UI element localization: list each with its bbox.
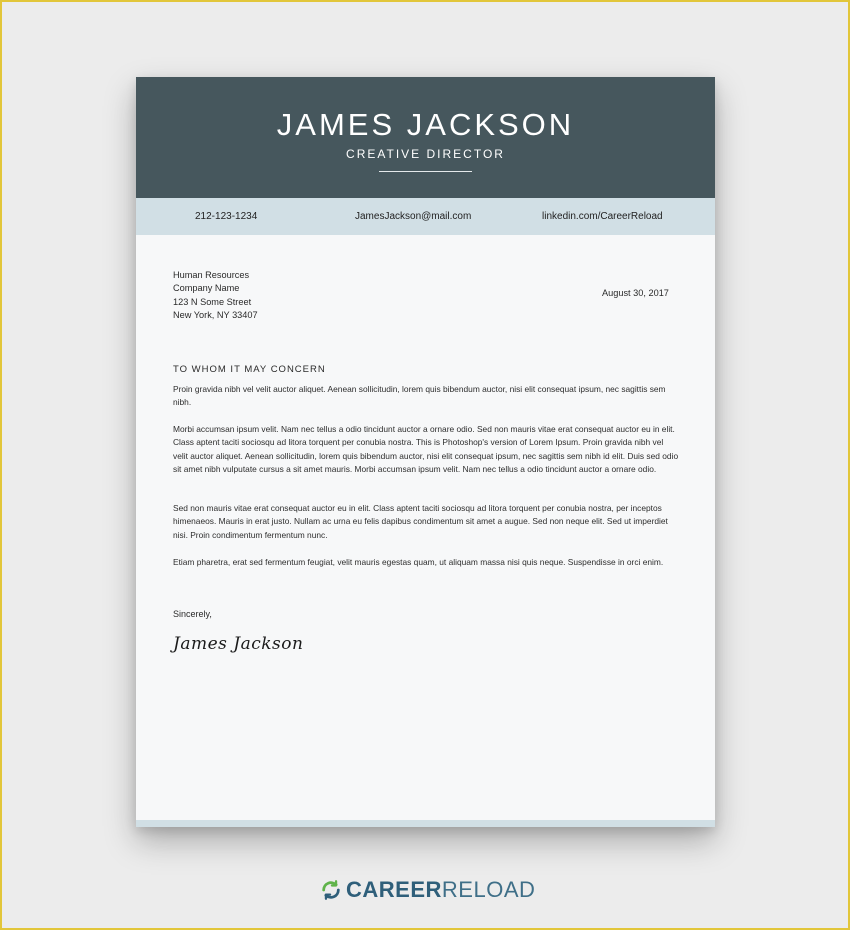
letter-date: August 30, 2017 [602,288,669,298]
brand-logo [320,877,535,903]
address-line: 123 N Some Street [173,296,252,307]
recipient-address [173,269,258,323]
closing: Sincerely, [173,609,212,619]
address-line: Company Name [173,283,240,294]
footer-band [136,820,715,827]
contact-email: JamesJackson@mail.com [355,211,472,222]
brand-name-part2: RELOAD [441,877,536,902]
body-paragraph: Proin gravida nibh vel velit auctor aliquet. Aenean sollicitudin, lorem quis bibendum auctor, nisi elit consequat ipsum, nec sagittis sem nibh. [173,384,666,408]
body-paragraph: Sed non mauris vitae erat consequat auctor eu in elit. Class aptent taciti sociosqu ad litora torquent per conubia nostra, per inceptos himenaeos. Mauris in erat justo. Nullam ac urna eu felis dapibus condimentum sit amet a augue. Sed non neque elit. Sed ut imperdiet nisi. Proin condimentum fermentum nunc. [173,503,668,540]
letter-header [136,77,715,198]
contact-phone: 212-123-1234 [195,211,258,222]
refresh-arrows-icon [320,879,342,901]
body-paragraph: Morbi accumsan ipsum velit. Nam nec tellus a odio tincidunt auctor a ornare odio. Sed non mauris vitae erat consequat auctor eu in elit. Class aptent taciti sociosqu ad litora torquent per conubia nostra. This is Photoshop's version of Lorem Ipsum. Proin gravida nibh vel velit auctor aliquet. Aenean sollicitudin, lorem quis bibendum auctor, nisi elit consequat ipsum, nec sagittis sem nibh id elit. Duis sed odio sit amet nibh vulputate cursus a sit amet mauris. Morbi accumsan ipsum velit. Nam nec tellus a odio tincidunt auctor a ornare odio. [173,424,679,474]
header-divider [379,171,472,172]
brand-name-part1: CAREER [346,877,442,902]
address-line: New York, NY 33407 [173,310,258,321]
address-line: Human Resources [173,270,250,280]
applicant-title: CREATIVE DIRECTOR [346,147,505,161]
contact-bar [136,198,715,235]
cover-letter-page [136,77,715,827]
body-paragraph: Etiam pharetra, erat sed fermentum feugiat, velit mauris egestas quam, ut aliquam massa nisi quis neque. Suspendisse in orci enim. [173,557,664,567]
signature: James Jackson [173,634,304,654]
applicant-name: JAMES JACKSON [276,107,575,142]
salutation: TO WHOM IT MAY CONCERN [173,364,326,375]
contact-linkedin: linkedin.com/CareerReload [542,211,663,222]
